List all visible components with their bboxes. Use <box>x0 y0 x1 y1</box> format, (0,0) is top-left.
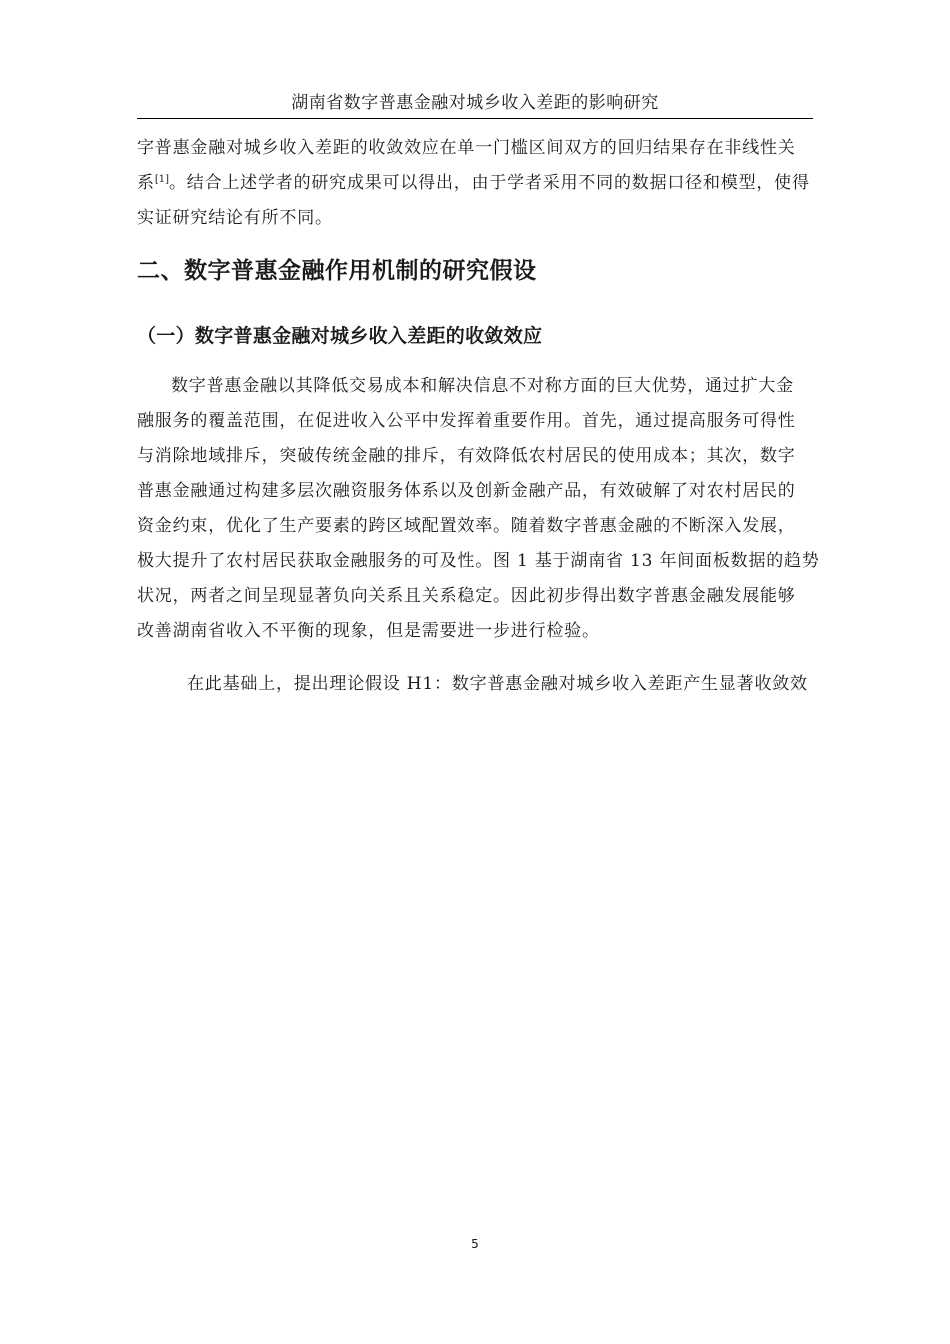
subsection-heading: （一）数字普惠金融对城乡收入差距的收敛效应 <box>137 325 543 347</box>
page-number: 5 <box>471 1237 479 1251</box>
paragraph-line: 改善湖南省收入不平衡的现象，但是需要进一步进行检验。 <box>137 621 600 641</box>
paragraph-line: 在此基础上，提出理论假设 H1：数字普惠金融对城乡收入差距产生显著收敛效 <box>187 674 808 694</box>
paragraph-line: 资金约束，优化了生产要素的跨区域配置效率。随着数字普惠金融的不断深入发展， <box>137 516 796 536</box>
text-span: 。结合上述学者的研究成果可以得出，由于学者采用不同的数据口径和模型，使得 <box>168 173 810 193</box>
paragraph-line: 数字普惠金融以其降低交易成本和解决信息不对称方面的巨大优势，通过扩大金 <box>171 376 794 396</box>
text-span: 系 <box>137 173 155 193</box>
header-rule <box>137 118 813 119</box>
continued-paragraph <box>137 131 861 236</box>
hypothesis-paragraph <box>137 667 861 702</box>
paragraph-line: 状况，两者之间呈现显著负向关系且关系稳定。因此初步得出数字普惠金融发展能够 <box>137 586 796 606</box>
running-header: 湖南省数字普惠金融对城乡收入差距的影响研究 <box>291 93 659 113</box>
paragraph-line: 字普惠金融对城乡收入差距的收敛效应在单一门槛区间双方的回归结果存在非线性关 <box>137 138 796 158</box>
paragraph-line: 普惠金融通过构建多层次融资服务体系以及创新金融产品，有效破解了对农村居民的 <box>137 481 796 501</box>
citation-reference[interactable]: [1] <box>154 174 169 185</box>
paragraph-line: 极大提升了农村居民获取金融服务的可及性。图 1 基于湖南省 13 年间面板数据的趋势 <box>137 551 820 571</box>
paragraph-line: 融服务的覆盖范围，在促进收入公平中发挥着重要作用。首先，通过提高服务可得性 <box>137 411 796 431</box>
body-paragraph <box>137 369 861 649</box>
paragraph-line: 与消除地域排斥，突破传统金融的排斥，有效降低农村居民的使用成本；其次，数字 <box>137 446 796 466</box>
section-heading: 二、数字普惠金融作用机制的研究假设 <box>137 258 537 284</box>
paragraph-line <box>137 166 861 201</box>
paragraph-line: 实证研究结论有所不同。 <box>137 208 333 228</box>
